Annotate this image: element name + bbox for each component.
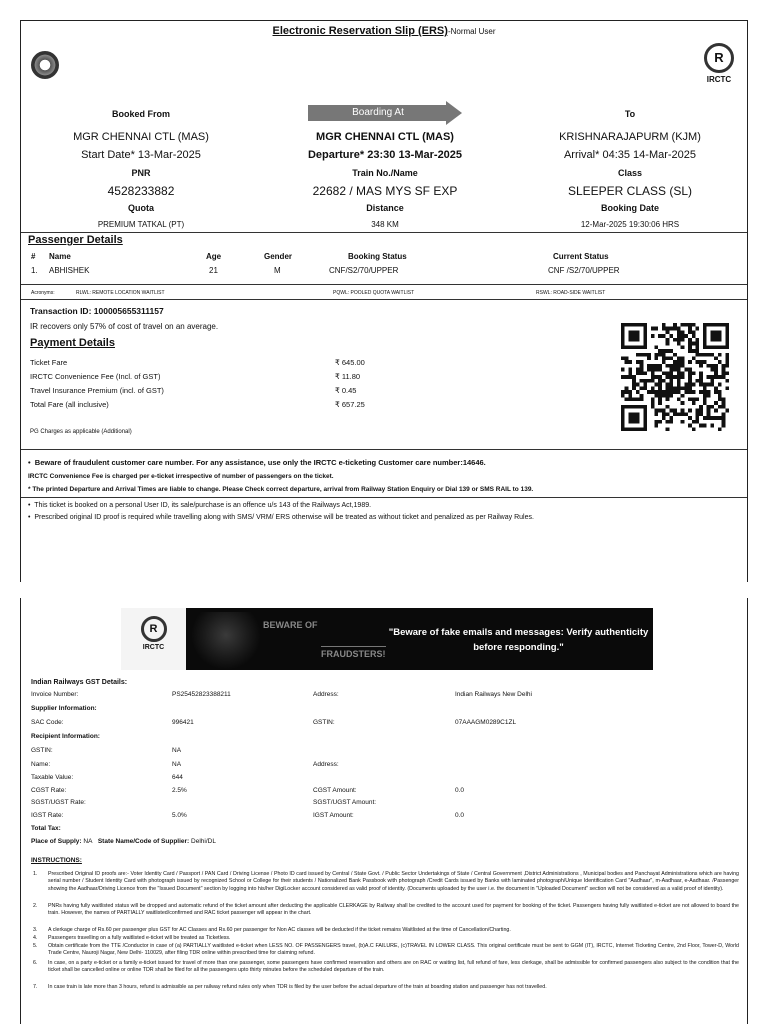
acronym-rswl: RSWL: ROAD-SIDE WAITLIST: [536, 290, 606, 296]
instruction-item: 6. In case, on a party e-ticket or a family e-ticket issued for travel of more than one passenger, some passengers have confirmed reservation and others are on RAC or waiting list, full refund of fare, less clerkage, shall be admissible for confirmed passengers also subject to the condition that the ticket shall be cancelled online or online TDR shall be filed for all the passengers upto thirty minutes before the scheduled departure of the train.: [33, 960, 739, 974]
fraud-banner: [121, 608, 653, 670]
passenger-booking-status: CNF/S2/70/UPPER: [329, 266, 399, 275]
supplier-address: Indian Railways New Delhi: [455, 691, 532, 698]
quota-value: PREMIUM TATKAL (PT): [97, 220, 185, 229]
to-label: To: [624, 109, 636, 119]
instruction-item: 3. A clerkage charge of Rs.60 per passenger plus GST for AC Classes and Rs.60 per passenger for Non AC classes will be deducted if the ticket remains Waitlisted at the time of Cancellation/Charting.: [33, 927, 511, 933]
acronym-pqwl: PQWL: POOLED QUOTA WAITLIST: [333, 290, 415, 296]
banner-irctc-logo: R IRCTC: [121, 608, 186, 670]
col-no: #: [31, 252, 36, 261]
instruction-item: 7. In case train is late more than 3 hours, refund is admissible as per railway refund rules only when TDR is filed by the user before the actual departure of the train at boarding station and passenger has not travelled.: [33, 984, 547, 990]
quota-label: Quota: [128, 203, 154, 213]
passenger-current-status: CNF /S2/70/UPPER: [548, 266, 620, 275]
irctc-logo: [701, 43, 737, 99]
class-value: SLEEPER CLASS (SL): [567, 184, 693, 198]
payment-details-title: Payment Details: [30, 337, 115, 349]
arrival-time: Arrival* 04:35 14-Mar-2025: [563, 149, 697, 161]
convenience-fee-label: IRCTC Convenience Fee (Incl. of GST): [30, 372, 161, 381]
insurance-label: Travel Insurance Premium (incl. of GST): [30, 386, 164, 395]
recipient-name: NA: [172, 761, 182, 768]
class-label: Class: [617, 168, 643, 178]
divider: [21, 299, 747, 300]
col-name: Name: [49, 252, 71, 261]
start-date: Start Date* 13-Mar-2025: [81, 149, 201, 161]
departure-time: Departure* 23:30 13-Mar-2025: [307, 149, 463, 161]
gst-page: R IRCTC BEWARE OF FRAUDSTERS! "Beware of fake emails and messages: Verify authenticity before responding." Indian Railways GST Details: Invoice Number: PS25452823388211 Address: Indian Railways New Delhi Supplier Information: SAC Code: 996421 GSTIN: 07AAAGM0289C1ZL Recipient Information: GSTIN: NA Name: NA Address: Taxable Value: 644 CGST Rate: 2.5% CGST Amount: 0.0 SGST/UGST Rate: SGST/UGST Amount: IGST Rate: 5.0% IGST Amount: 0.0 Total Tax: Place of Supply: NA State Name/Code of Supplier: Delhi/DL INSTRUCTIONS: 1. Prescribed Original ID proofs are:- Voter Identity Card / Passport / PAN Card / Driving License / Photo ID card issued by Central / State Govt. / Public Sector Undertakings of State / Central Government ,District Administrations , Municipal bodies and Panchayat Administrations which are having serial number / Student Identity Card with photograph issued by recognized School or College for their students / Nationalized Bank Passbook with photograph /Credit Cards issued by Banks with laminated photograph/Unique Identification Card "Aadhaar", m-Aadhaar, e-Aadhaar. /Passenger showing the Aadhaar/Driving Licence from the "Issued Document" section by logging into his/her DigiLocker account considered as valid proof of identity. (Documents uploaded by the user i.e. the document in "Uploaded Document" section will not be considered as a valid proof of identity). 2. PNRs having fully waitlisted status will be dropped and automatic refund of the ticket amount after deducting the applicable CLERKAGE by Railway shall be credited to the account used for payment for booking of the ticket. Passengers having fully waitlisted e-ticket are not allowed to board the train. However, the names of PARTIALLY waitlisted/confirmed and RAC ticket passenger will appear in the chart. 3. A clerkage charge of Rs.60 per passenger plus GST for AC Classes and Rs.60 per passenger for Non AC classes will be deducted if the ticket remains Waitlisted at the time of Cancellation/Charting. 4. Passengers travelling on a fully waitlisted e-ticket will be treated as Ticketless. 5. Obtain certificate from the TTE /Conductor in case of (a) PARTIALLY waitlisted e-ticket when LESS NO. OF PASSENGERS travel, (b)A.C FAILURE, (c)TRAVEL IN LOWER CLASS. This original certificate must be sent to GGM (IT), IRCTC, Internet Ticketing Centre, 2nd Floor, Tower-D, World Trade Centre, Nauroji Nagar, New Delhi- 110029, after filing TDR online within prescribed time for claiming refund. 6. In case, on a party e-ticket or a family e-ticket issued for travel of more than one passenger, some passengers have confirmed reservation and others are on RAC or waiting list, full refund of fare, less clerkage, shall be admissible for confirmed passengers also subject to the condition that the ticket shall be cancelled online or online TDR shall be filed for all the passengers upto thirty minutes before the scheduled departure of the train. 7. In case train is late more than 3 hours, refund is admissible as per railway refund rules only when TDR is filed by the user before the actual departure of the train at boarding station and passenger has not travelled.: [20, 598, 748, 1024]
to-station: KRISHNARAJAPURM (KJM): [559, 131, 701, 143]
instruction-item: 2. PNRs having fully waitlisted status will be dropped and automatic refund of the ticket amount after deducting the applicable CLERKAGE by Railway shall be credited to the account used for payment for booking of the ticket. Passengers having fully waitlisted e-ticket are not allowed to board the train. However, the names of PARTIALLY waitlisted/confirmed and RAC ticket passenger will appear in the chart.: [33, 903, 739, 917]
banner-fraudsters: FRAUDSTERS!: [321, 646, 386, 659]
place-of-supply: Place of Supply: NA State Name/Code of Supplier: Delhi/DL: [31, 838, 216, 845]
arrow-right-icon: [446, 101, 462, 125]
ir-cost-note: IR recovers only 57% of cost of travel on an average.: [30, 322, 219, 331]
indian-railways-logo-icon: [31, 51, 59, 79]
qr-code: [621, 323, 729, 431]
timing-note: * The printed Departure and Arrival Times are liable to change. Please Check correct departure, arrival from Railway Station Enquiry or Dial 139 or SMS RAIL to 139.: [28, 486, 534, 493]
banner-beware: BEWARE OF: [263, 620, 318, 630]
hacker-figure-icon: [191, 612, 261, 670]
boarding-at-label: Boarding At: [308, 105, 448, 121]
igst-amount: 0.0: [455, 812, 465, 819]
passenger-gender: M: [274, 266, 281, 275]
acronym-rlwl: RLWL: REMOTE LOCATION WAITLIST: [76, 290, 165, 296]
irctc-logo-icon: R: [141, 616, 167, 642]
instruction-item: 1. Prescribed Original ID proofs are:- Voter Identity Card / Passport / PAN Card / Driving License / Photo ID card issued by Central / State Govt. / Public Sector Undertakings of State / Central Government ,District Administrations , Municipal bodies and Panchayat Administrations which are having serial number / Student Identity Card with photograph issued by recognized School or College for their students / Nationalized Bank Passbook with photograph /Credit Cards issued by Banks with laminated photograph/Unique Identification Card "Aadhaar", m-Aadhaar, e-Aadhaar. /Passenger showing the Aadhaar/Driving Licence from the "Issued Document" section by logging into his/her DigiLocker account considered as valid proof of identity. (Documents uploaded by the user i.e. the document in "Uploaded Document" section will not be considered as a valid proof of identity).: [33, 871, 739, 892]
acronyms-label: Acronyms:: [31, 290, 55, 296]
instruction-item: 4. Passengers travelling on a fully waitlisted e-ticket will be treated as Ticketless.: [33, 935, 231, 941]
passenger-name: ABHISHEK: [49, 266, 90, 275]
total-fare-value: ₹ 657.25: [335, 400, 365, 409]
col-booking-status: Booking Status: [348, 252, 407, 261]
recipient-gstin: NA: [172, 747, 182, 754]
fraud-warning: • Beware of fraudulent customer care number. For any assistance, use only the IRCTC e-ticketing Customer care number:14646.: [28, 458, 486, 467]
cgst-amount: 0.0: [455, 787, 465, 794]
insurance-value: ₹ 0.45: [335, 386, 357, 395]
id-proof-note: • Prescribed original ID proof is required while travelling along with SMS/ VRM/ ERS otherwise will be treated as without ticket and penalized as per Railway Rules.: [28, 514, 534, 521]
total-fare-label: Total Fare (all inclusive): [30, 400, 109, 409]
boarding-station: MGR CHENNAI CTL (MAS): [316, 131, 454, 143]
divider: [21, 497, 747, 498]
ers-subtitle: -Normal User: [447, 27, 496, 36]
booking-date-label: Booking Date: [600, 203, 659, 213]
passenger-details-title: Passenger Details: [28, 234, 123, 246]
instructions-title: INSTRUCTIONS:: [31, 857, 82, 864]
from-station: MGR CHENNAI CTL (MAS): [73, 131, 209, 143]
ticket-fare-label: Ticket Fare: [30, 358, 68, 367]
ers-page: Electronic Reservation Slip (ERS)-Normal User R IRCTC Booked From Boarding At To MGR CHENNAI CTL (MAS) MGR CHENNAI CTL (MAS) KRISHNARAJAPURM (KJM) Start Date* 13-Mar-2025 Departure* 23:30 13-Mar-2025 Arrival* 04:35 14-Mar-2025 PNR Train No./Name Class 4528233882 22682 / MAS MYS SF EXP SLEEPER CLASS (SL) Quota Distance Booking Date PREMIUM TATKAL (PT) 348 KM 12-Mar-2025 19:30:06 HRS Passenger Details # Name Age Gender Booking Status Current Status 1. ABHISHEK 21 M CNF/S2/70/UPPER CNF /S2/70/UPPER Acronyms: RLWL: REMOTE LOCATION WAITLIST PQWL: POOLED QUOTA WAITLIST RSWL: ROAD-SIDE WAITLIST Transaction ID: 100005655311157 IR recovers only 57% of cost of travel on an average. Payment Details Ticket Fare ₹ 645.00 IRCTC Convenience Fee (Incl. of GST) ₹ 11.80 Travel Insurance Premium (incl. of GST) ₹ 0.45 Total Fare (all inclusive) ₹ 657.25 PG Charges as applicable (Additional) • Beware of fraudulent customer care number. For any assistance, use only the IRCTC e-ticketing Customer care number:14646. IRCTC Convenience Fee is charged per e-ticket irrespective of number of passengers on the ticket. * The printed Departure and Arrival Times are liable to change. Please Check correct departure, arrival from Railway Station Enquiry or Dial 139 or SMS RAIL to 139. • This ticket is booked on a personal User ID, its sale/purchase is an offence u/s 143 of the Railways Act,1989. • Prescribed original ID proof is required while travelling along with SMS/ VRM/ ERS otherwise will be treated as without ticket and penalized as per Railway Rules.: [20, 20, 748, 582]
ticket-fare-value: ₹ 645.00: [335, 358, 365, 367]
transaction-id: Transaction ID: 100005655311157: [30, 306, 164, 316]
supplier-info-title: Supplier Information:: [31, 705, 97, 712]
irctc-logo-icon: R: [704, 43, 734, 73]
ers-title-text: Electronic Reservation Slip (ERS): [272, 25, 448, 37]
train-value: 22682 / MAS MYS SF EXP: [312, 184, 458, 198]
col-gender: Gender: [264, 252, 293, 261]
booking-date-value: 12-Mar-2025 19:30:06 HRS: [580, 220, 680, 229]
gst-title: Indian Railways GST Details:: [31, 679, 128, 686]
sac-code: 996421: [172, 719, 194, 726]
divider: [21, 284, 747, 285]
pnr-value: 4528233882: [107, 184, 175, 198]
boarding-at-arrow: [308, 101, 463, 123]
supplier-gstin: 07AAAGM0289C1ZL: [455, 719, 517, 726]
divider: [21, 449, 747, 450]
personal-id-note: • This ticket is booked on a personal User ID, its sale/purchase is an offence u/s 143 of the Railways Act,1989.: [28, 502, 372, 509]
convenience-fee-value: ₹ 11.80: [335, 372, 361, 381]
taxable-value: 644: [172, 774, 183, 781]
col-current-status: Current Status: [553, 252, 609, 261]
igst-rate: 5.0%: [172, 812, 187, 819]
irctc-logo-text: IRCTC: [706, 75, 732, 84]
pg-charges-note: PG Charges as applicable (Additional): [30, 429, 132, 435]
convenience-fee-note: IRCTC Convenience Fee is charged per e-ticket irrespective of number of passengers on the ticket.: [28, 473, 334, 480]
booked-from-label: Booked From: [111, 109, 170, 119]
invoice-number: PS25452823388211: [172, 691, 231, 698]
instruction-item: 5. Obtain certificate from the TTE /Conductor in case of (a) PARTIALLY waitlisted e-ticket when LESS NO. OF PASSENGERS travel, (b)A.C FAILURE, (c)TRAVEL IN LOWER CLASS. This original certificate must be sent to GGM (IT), IRCTC, Internet Ticketing Centre, 2nd Floor, Tower-D, World Trade Centre, Nauroji Nagar, New Delhi- 110029, after filing TDR online within prescribed time for claiming refund.: [33, 943, 739, 957]
distance-value: 348 KM: [371, 220, 399, 229]
total-tax-label: Total Tax:: [31, 825, 61, 832]
distance-label: Distance: [366, 203, 404, 213]
cgst-rate: 2.5%: [172, 787, 187, 794]
pnr-label: PNR: [131, 168, 151, 178]
train-label: Train No./Name: [352, 168, 418, 178]
col-age: Age: [206, 252, 222, 261]
divider: [21, 232, 747, 233]
recipient-info-title: Recipient Information:: [31, 733, 100, 740]
banner-message: "Beware of fake emails and messages: Verify authenticity before responding.": [388, 627, 649, 653]
passenger-age: 21: [209, 266, 218, 275]
ers-title: [21, 25, 747, 37]
